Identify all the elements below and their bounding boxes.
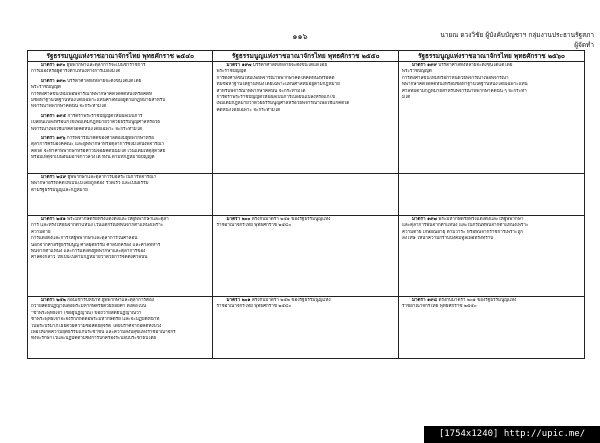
section-number: มาตรา ๒๐๐ xyxy=(226,217,251,222)
author-role: ผู้จัดทำ xyxy=(574,41,594,49)
table-cell xyxy=(398,62,584,174)
section-text-line: การแต่งตั้งและการให้ผู้พิพากษาและตุลาการในศาลอื่น xyxy=(31,236,138,242)
section-text-line: พิจารณาเพื่อใช้แก่คดีใดคดีหนึ่งโดยเฉพาะ จะกระทำมิได้ xyxy=(31,126,142,132)
section-number: มาตรา ๑๙๖ xyxy=(41,136,66,142)
section-number: มาตรา ๒๐๑ xyxy=(226,298,251,303)
table-row xyxy=(28,297,585,359)
section-number: มาตรา ๑๙๙ xyxy=(411,63,437,68)
section-text-line: ตุลาการครบองค์คณะ และผู้พิพากษาหรือตุลาการซึ่งมิได้นั่งพิจารณา xyxy=(31,142,165,148)
section-number: มาตรา ๑๙๓ xyxy=(41,78,66,84)
section-entry xyxy=(402,217,581,243)
table-cell xyxy=(398,174,584,216)
section-text-line: สำหรับพิจารณาพิพากษาคดีนั้น จะกระทำมิได้ xyxy=(216,88,306,94)
section-text: บรรดาศาลทั้งหลายจะตั้งขึ้นได้แต่โดย xyxy=(438,63,513,68)
section-text: การตราพระราชบัญญัติให้มีผลเป็นการ xyxy=(67,113,143,119)
section-entry xyxy=(216,217,394,230)
section-text: ตรงกับมาตรา ๒๕๑ ของรัฐธรรมนูญแห่ง xyxy=(251,217,331,222)
column-header: รัฐธรรมนูญแห่งราชอาณาจักรไทย พุทธศักราช ๒๕๖๐ xyxy=(398,51,584,62)
section-text: พระมหากษัตริย์ทรงแต่งตั้งและให้ผู้พิพากษาและตุลา xyxy=(67,217,169,222)
section-text: ก่อนเข้ารับหน้าที่ ผู้พิพากษาและตุลาการต้อง xyxy=(67,298,154,303)
table-cell xyxy=(213,216,398,297)
section-text-line: และตุลาการพ้นจากตำแหน่ง และในกรณีที่พ้นจากตำแหน่งเพราะ xyxy=(401,223,529,229)
section-entry xyxy=(31,136,209,162)
table-cell xyxy=(28,62,213,174)
section-text-line: เปลี่ยนแปลงหรือแก้ไขเพิ่มเติมกฎหมายว่าด้วยธรรมนูญศาลหรือวิธี xyxy=(31,120,161,126)
table-cell xyxy=(28,174,213,216)
column-header: รัฐธรรมนูญแห่งราชอาณาจักรไทย พุทธศักราช ๒๕๕๐ xyxy=(213,51,398,62)
section-entry xyxy=(31,79,209,111)
column-header: รัฐธรรมนูญแห่งราชอาณาจักรไทย พุทธศักราช ๒๕๔๐ xyxy=(28,51,213,62)
table-cell xyxy=(28,216,213,297)
section-text: พระมหากษัตริย์ทรงแต่งตั้งและให้ผู้พิพากษา xyxy=(438,217,524,222)
section-entry xyxy=(216,63,394,114)
section-text-line: ราชอาณาจักรไทย พุทธศักราช ๒๕๔๐ xyxy=(216,223,292,229)
page-number: ๑๑๖ xyxy=(292,32,308,41)
section-text-line: การ และทรงให้พ้นจากตำแหน่ง เว้นแต่กรณีที่พ้นจากตำแหน่งเพราะ xyxy=(31,223,164,229)
comparison-table xyxy=(27,50,585,359)
section-text-line: การตั้งศาลขึ้นใหม่หรือกำหนดวิธีพิจารณาเพื่อพิจารณา xyxy=(401,75,509,81)
section-text-line: ลงโทษ ให้นำความกราบบังคมทูลเพื่อทรงทราบ xyxy=(401,236,494,242)
section-text-line: ถวายสัตย์ปฏิญาณต่อพระมหากษัตริย์ด้วยถ้อยคำ ดังต่อไปนี้ xyxy=(31,304,147,310)
section-text-line: การตั้งศาลขึ้นใหม่เพื่อพิจารณาพิพากษาคดีใดคดีหนึ่งหรือคดีที่ xyxy=(31,91,153,97)
table-row xyxy=(28,216,585,297)
section-text-line: ศาลดังกล่าว ให้เป็นไปตามกฎหมายว่าด้วยการจัดตั้งศาลนั้น xyxy=(31,255,148,261)
section-text-line: พิพากษาอรรถคดีให้เป็นไปโดยถูกต้อง รวดเร็ว และเป็นธรรม xyxy=(31,181,149,187)
section-number: มาตรา ๑๙๐ xyxy=(41,63,66,68)
section-entry xyxy=(31,298,209,343)
section-text-line: พิจารณาพิพากษาคดีนั้น จะกระทำมิได้ xyxy=(31,104,107,110)
section-text-line: พ้นจากตำแหน่ง และการแต่งตั้งผู้พิพากษาและตุลาการของ xyxy=(31,249,146,255)
section-text-line: ความตาย xyxy=(31,229,51,235)
section-text-line: ข้าพระพุทธเจ้าจะจงรักภักดีต่อพระมหากษัตริย์ และจะปฏิบัติหน้าที่ xyxy=(31,317,160,323)
table-cell xyxy=(213,62,398,174)
section-entry xyxy=(402,63,581,101)
section-number: มาตรา ๒๕๒ xyxy=(41,298,66,303)
table-body xyxy=(28,62,585,359)
section-text-line: ราชอาณาจักรไทย พุทธศักราช ๒๕๕๐ xyxy=(401,304,477,310)
section-text-line: พระราชบัญญัติ xyxy=(401,69,432,75)
author-line: นายณ ดวงวิชัย ผู้บังคับบัญชาฯ กลุ่มงานประธานรัฐสภา xyxy=(440,31,594,39)
section-number: มาตรา ๒๕๑ xyxy=(41,217,66,222)
table-cell xyxy=(213,297,398,359)
section-text-line: ที่มีข้อหาฐานใดฐานหนึ่งโดยเฉพาะแทนศาลที่มีอยู่ตามกฎหมาย xyxy=(216,82,340,88)
table-row xyxy=(28,174,585,216)
section-number: มาตรา ๑๙๘ xyxy=(411,298,437,303)
table-row xyxy=(28,62,585,174)
section-text-line: การตั้งศาลขึ้นใหม่เพื่อพิจารณาพิพากษาคดีใดคดีหนึ่งหรือคดี xyxy=(216,75,335,81)
image-host-watermark: [1754x1240] http://upic.me/ xyxy=(424,426,600,443)
section-text: การพิจารณาคดีของศาลต้องมีผู้พิพากษาหรือ xyxy=(66,136,154,142)
section-text: ผู้พิพากษาและตุลาการจะเป็นข้าราชการ xyxy=(66,63,146,68)
section-text-line: ทั้งจะรักษาไว้และปฏิบัติตามซึ่งการปกครองระบอบประชาธิปไตย xyxy=(31,336,157,342)
section-text-line: การตราพระราชบัญญัติให้มีผลเป็นการเปลี่ยนแปลงหรือแก้ไข xyxy=(216,95,335,101)
section-entry xyxy=(31,175,209,194)
section-text-line: ความตาย เกษียณอายุ ตามวาระ หรือพ้นจากราชการเพราะถูก xyxy=(401,229,524,235)
section-entry xyxy=(31,63,209,76)
table-cell xyxy=(28,297,213,359)
section-text-line: เพื่อให้เกิดความยุติธรรมแก่ประชาชน และความสงบสุขแห่งราชอาณาจักร xyxy=(31,330,176,336)
section-entry xyxy=(31,217,209,262)
section-text: บรรดาศาลทั้งหลายจะตั้งขึ้นได้แต่โดย xyxy=(67,78,142,84)
section-text: ผู้พิพากษาและตุลาการมีอิสระในการพิจารณา xyxy=(67,175,157,180)
section-text: บรรดาศาลทั้งหลายจะตั้งขึ้นได้แต่โดย xyxy=(252,63,328,68)
section-text-line: พระราชบัญญัติ xyxy=(31,85,61,91)
section-text-line: พระราชบัญญัติ xyxy=(216,69,247,75)
section-text-line: พิพากษาคดีใดคดีหนึ่งหรือมีข้อหาฐานใดฐานหนึ่งโดยเฉพาะแทน xyxy=(401,82,528,88)
section-text-line: ราชอาณาจักรไทย พุทธศักราช ๒๕๔๐ xyxy=(216,304,292,310)
section-text-line: ในพระปรมาภิไธยด้วยความซื่อสัตย์สุจริต โดยปราศจากอคติทั้งปวง xyxy=(31,323,162,329)
section-text-line: การเมืองหรือผู้ดำรงตำแหน่งทางการเมืองมิได้ xyxy=(31,69,121,75)
section-entry xyxy=(402,298,581,311)
section-text-line: ศาลที่มีตามกฎหมายสำหรับพิจารณาพิพากษาคดีนั้น ๆ จะกระทำ xyxy=(401,88,527,94)
section-text-line: คดีใด จะทำคำพิพากษาหรือคำวินิจฉัยคดีนั้นมิได้ เว้นแต่มีเหตุสุดวิสัย xyxy=(31,148,166,154)
section-entry xyxy=(216,298,394,311)
section-entry xyxy=(31,114,209,133)
author-block xyxy=(440,30,594,50)
section-text-line: นอกจากศาลรัฐธรรมนูญ ศาลยุติธรรม ศาลปกครอง และศาลทหาร xyxy=(31,242,161,248)
section-text-line: เพิ่มเติมกฎหมายว่าด้วยธรรมนูญศาลหรือวิธีพิจารณาเพื่อใช้แก่คดีใด xyxy=(216,101,350,107)
table-cell xyxy=(398,216,584,297)
section-text-line: มีข้อหาฐานใดฐานหนึ่งโดยเฉพาะแทนศาลที่มีอยู่ตามกฎหมายสำหรับ xyxy=(31,98,166,104)
section-text-line: มิได้ xyxy=(401,95,411,101)
section-text-line: คดีหนึ่งโดยเฉพาะ จะกระทำมิได้ xyxy=(216,107,281,113)
section-text-line: "ข้าพระพุทธเจ้า (ชื่อผู้ปฏิญาณ) ขอถวายสัตย์ปฏิญาณว่า xyxy=(31,310,142,316)
section-text: ตรงกับมาตรา ๒๕๒ ของรัฐธรรมนูญแห่ง xyxy=(251,298,331,303)
section-number: มาตรา ๑๙๕ xyxy=(41,113,66,119)
section-number: มาตรา ๑๙๗ xyxy=(226,63,252,68)
section-number: มาตรา ๒๔๙ xyxy=(41,175,67,180)
section-number: มาตรา ๑๙๗ xyxy=(411,217,437,222)
table-header-row xyxy=(28,51,585,62)
table-cell xyxy=(398,297,584,359)
section-text-line: หรือมีเหตุจำเป็นอันมิอาจก้าวล่วงได้ ทั้งนี้ ตามที่กฎหมายบัญญัติ xyxy=(31,155,155,161)
section-text-line: ตามรัฐธรรมนูญและกฎหมาย xyxy=(31,187,88,193)
section-text: ตรงกับมาตรา ๒๐๑ ของรัฐธรรมนูญแห่ง xyxy=(438,298,517,303)
table-cell xyxy=(213,174,398,216)
